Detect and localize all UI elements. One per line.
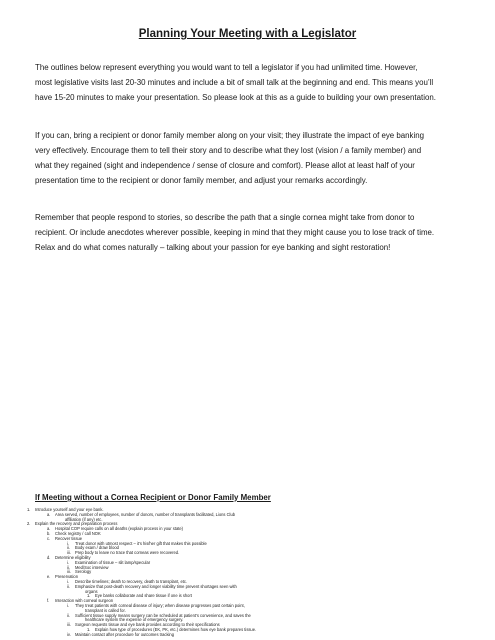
outline-marker: b. [47, 531, 51, 536]
outline-text: Determine eligibility [55, 555, 91, 560]
paragraph-line: most legislative visits last 20-30 minutes and include a bit of small talk at the beginning and end. This means you’ll [35, 78, 434, 87]
outline-text: Treat donor with utmost respect – it’s his/her gift that makes this possible [75, 540, 207, 546]
outline-text: Recover tissue [55, 535, 83, 541]
outline-text: Preservation [55, 574, 78, 580]
outline-marker: a. [47, 511, 51, 517]
outline-text: Examination of tissue – slit lamp/specular [75, 559, 151, 565]
section-heading: If Meeting without a Cornea Recipient or Donor Family Member [35, 493, 271, 502]
outline-text: Serology [75, 569, 92, 575]
outline-text: Explain how type of procedures (EK, PK, etc.) determines how eye bank prepares tissue. [95, 627, 257, 632]
outline-marker: a. [47, 526, 51, 532]
outline-text: Hospital COP require calls on all deaths (explain process in your state) [55, 526, 184, 532]
outline-marker: 1. [27, 507, 31, 512]
outline-text: They treat patients with corneal disease of injury; when disease progresses past certain point, [75, 603, 245, 608]
outline-text: Sufficient tissue supply means surgery can be scheduled at patient’s convenience, and saves the [75, 612, 251, 618]
paragraph-line: presentation time to the recipient or donor family member, and adjust your remarks accordingly. [35, 176, 368, 185]
outline-marker: iii. [67, 550, 71, 556]
outline-text: transplant is called for. [85, 607, 126, 613]
outline-marker: ii. [67, 545, 70, 551]
page-title: Planning Your Meeting with a Legislator [138, 28, 357, 40]
outline-text: affiliation (if any) etc. [65, 516, 103, 522]
outline-text: Body exam / draw blood [75, 545, 119, 551]
outline-text: Describe timelines; death to recovery, death to transplant, etc. [75, 579, 188, 584]
outline-marker: i. [67, 579, 70, 584]
intro-paragraph [35, 60, 475, 105]
paragraph-line: If you can, bring a recipient or donor family member along on your visit; they illustrate the impact of eye banking [35, 131, 425, 140]
outline-text: Interaction with corneal surgeon [55, 598, 114, 604]
outline-marker: e. [47, 574, 51, 580]
outline-text: Check registry / call NOK [55, 531, 101, 536]
outline-marker: 1. [87, 627, 91, 632]
outline-text: Eye banks collaborate and share tissue if one is short [95, 593, 192, 599]
outline-marker: i. [67, 559, 70, 565]
outline-text: Emphasize that post-death recovery and longer viability time prevent shortages seen with [75, 583, 237, 589]
outline-marker: iii. [67, 622, 71, 628]
paragraph-line: what they regained (sight and independence / sense of closure and comfort). Please allot at least half of your [35, 161, 415, 170]
paragraph-line: The outlines below represent everything you would want to tell a legislator if you had unlimited time. However, [35, 63, 418, 72]
paragraph-line: have 15-20 minutes to make your presentation. So please look at this as a guide to building your own presentation. [35, 93, 436, 102]
outline-marker: f. [47, 598, 50, 604]
outline-marker: i. [67, 603, 70, 608]
outline-marker: 1. [87, 593, 91, 599]
outline-marker: i. [67, 540, 70, 546]
outline-marker: 2. [27, 521, 31, 527]
outline-text: Area served, number of employees, number of donors, number of transplants facilitated, Lions Club [55, 511, 235, 517]
outline-text: Introduce yourself and your eye bank. [35, 507, 104, 512]
outline-marker: ii. [67, 564, 70, 570]
outline-marker: d. [47, 555, 51, 560]
outline-marker: ii. [67, 583, 70, 589]
outline-marker: ii. [67, 612, 70, 618]
stories-paragraph [35, 210, 475, 240]
paragraph-line: Remember that people respond to stories, so describe the path that a single cornea might take from donor to [35, 213, 415, 222]
relax-paragraph [35, 240, 475, 255]
outline-text: Surgeon requests tissue and eye bank provides according to their specifications [75, 622, 220, 628]
outline-text: organs [85, 588, 98, 594]
paragraph-line: Relax and do what comes naturally – talking about your passion for eye banking and sight restoration! [35, 243, 391, 252]
paragraph-line: very effectively. Encourage them to tell their story and to describe what they lost (vision / a family member) and [35, 146, 422, 155]
outline-text: Explain the recovery and preparation process [35, 521, 118, 527]
outline-marker: c. [47, 535, 51, 541]
outline-text: Prep body to leave no trace that corneas were recovered. [75, 550, 180, 556]
outline-text: healthcare system the expense of emergency surgery. [85, 617, 184, 623]
outline-text: Med/Soc interview [75, 564, 109, 570]
outline-text: Maintain contact after procedure for outcomes tracking [75, 631, 174, 637]
recipient-paragraph [35, 128, 475, 188]
paragraph-line: recipient. Or include anecdotes wherever possible, keeping in mind that they might cause you to lose track of time. [35, 228, 435, 237]
outline-marker: iv. [67, 631, 71, 637]
outline-marker: iii. [67, 569, 71, 575]
